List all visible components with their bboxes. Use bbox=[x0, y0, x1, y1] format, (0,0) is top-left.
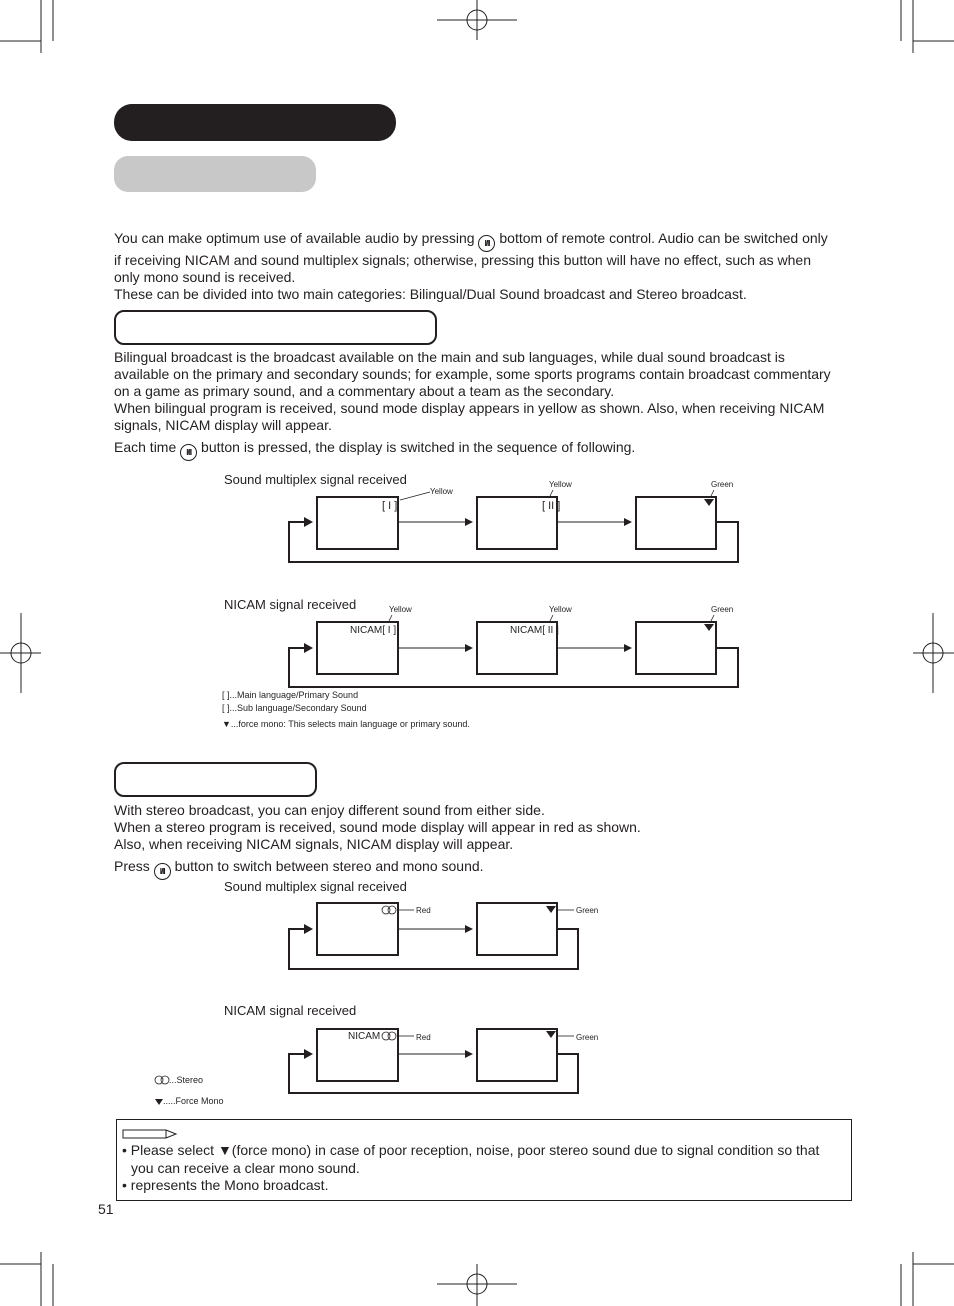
bilingual-heading-box bbox=[114, 310, 437, 345]
sound-button-icon: I/II bbox=[478, 235, 495, 252]
nicam-sub-symbol: NICAM[ II ] bbox=[510, 625, 559, 636]
legend-force-mono: ▼...force mono: This selects main language or primary sound. bbox=[222, 719, 470, 729]
stereo-paragraph: With stereo broadcast, you can enjoy different sound from either side. When a stereo program is received, sound mode display will appear in red as shown. Also, when receiving NICAM signals, NICAM display will appear. Press I/II button to switch between stereo and mono sound. bbox=[114, 802, 849, 880]
note-line-3: • represents the Mono broadcast. bbox=[122, 1177, 329, 1193]
tv-screen-stereo bbox=[317, 903, 398, 955]
svg-text:Yellow: Yellow bbox=[549, 605, 572, 614]
nicam-main-symbol: NICAM[ I ] bbox=[350, 625, 397, 636]
sound-button-icon: I/II bbox=[180, 444, 197, 461]
nicam-label: NICAM signal received bbox=[224, 597, 357, 612]
svg-text:...Stereo: ...Stereo bbox=[169, 1075, 204, 1085]
page-number: 51 bbox=[98, 1201, 114, 1217]
svg-text:Green: Green bbox=[711, 480, 734, 489]
svg-text:Green: Green bbox=[711, 605, 734, 614]
legend-main: [ ]...Main language/Primary Sound bbox=[222, 690, 359, 700]
svg-text:NICAM: NICAM bbox=[348, 1031, 381, 1042]
svg-text:Yellow: Yellow bbox=[549, 480, 572, 489]
svg-text:Yellow: Yellow bbox=[389, 605, 412, 614]
bilingual-paragraph: Bilingual broadcast is the broadcast available on the main and sub languages, while dual sound broadcast is available on the primary and secondary sounds; for example, some sports programs contain broadcast commentary on a game as primary sound, and a commentary about a team as the secondary. When bilingual program is received, sound mode display appears in yellow as shown. Also, when receiving NICAM signals, NICAM display will appear. Each time I/II button is pressed, the display is switched in the sequence of following. bbox=[114, 349, 849, 461]
stereo-sequence-diagram bbox=[0, 872, 954, 1112]
bilingual-sequence-diagram bbox=[0, 460, 954, 740]
svg-text:Green: Green bbox=[576, 1033, 599, 1042]
tv-screen-mono bbox=[477, 903, 557, 955]
sound-button-icon: I/II bbox=[154, 863, 171, 880]
pencil-icon bbox=[122, 1128, 178, 1140]
force-mono-legend-icon bbox=[155, 1099, 163, 1105]
multiplex-label: Sound multiplex signal received bbox=[224, 472, 407, 487]
nicam-label: NICAM signal received bbox=[224, 1003, 357, 1018]
stereo-legend-icon bbox=[155, 1076, 169, 1084]
svg-text:Yellow: Yellow bbox=[430, 487, 453, 496]
main-symbol: [ I ] bbox=[382, 500, 398, 512]
subsection-title-bar bbox=[114, 156, 316, 192]
intro-paragraph: You can make optimum use of available audio by pressing I/II bottom of remote control. Audio can be switched only if receiving NICAM and sound multiplex signals; otherwise, pressing this button will have no effect, such as when only mono sound is received. These can be divided into two main categories: Bilingual/Dual Sound broadcast and Stereo broadcast. bbox=[114, 230, 828, 302]
note-line-1: • Please select ▼(force mono) in case of poor reception, noise, poor stereo sound due to signal condition so that bbox=[122, 1142, 820, 1158]
tv-screen-nicam-mono bbox=[636, 622, 716, 674]
stereo-heading-box bbox=[114, 762, 317, 797]
note-line-2: you can receive a clear mono sound. bbox=[131, 1159, 360, 1176]
tv-screen-nicam-mono bbox=[477, 1029, 557, 1081]
svg-text:Green: Green bbox=[576, 906, 599, 915]
svg-text:Red: Red bbox=[416, 906, 431, 915]
note-box bbox=[116, 1119, 852, 1201]
section-title-bar bbox=[114, 104, 396, 141]
legend-sub: [ ]...Sub language/Secondary Sound bbox=[222, 703, 367, 713]
multiplex-label: Sound multiplex signal received bbox=[224, 879, 407, 894]
svg-text:.....Force Mono: .....Force Mono bbox=[163, 1096, 224, 1106]
tv-screen-mono bbox=[636, 497, 716, 549]
sub-symbol: [ II ] bbox=[542, 500, 561, 512]
svg-text:Red: Red bbox=[416, 1033, 431, 1042]
